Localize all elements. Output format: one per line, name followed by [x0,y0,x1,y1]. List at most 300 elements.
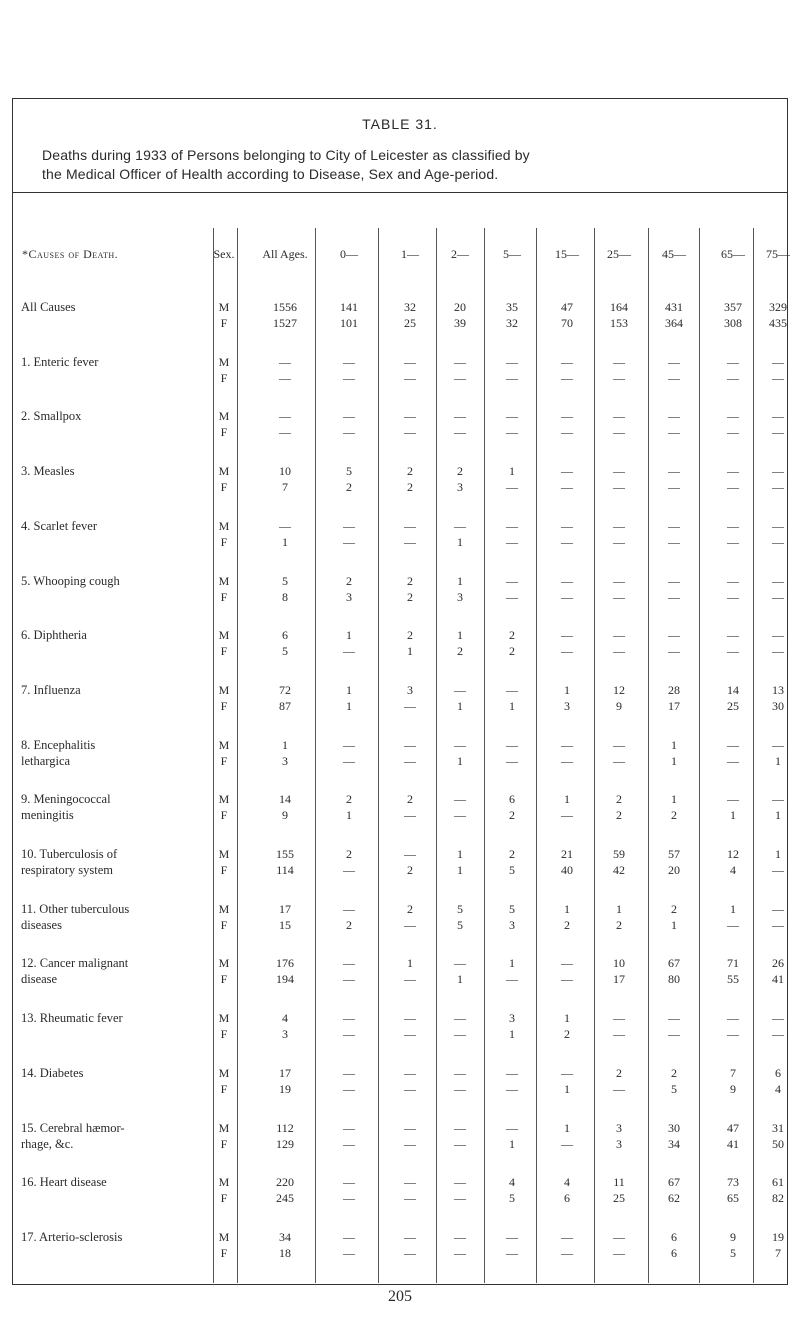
cause-group [13,352,787,402]
age-cell: — [404,1191,416,1206]
age-cell: 1 [457,628,463,643]
age-cell: — [404,1065,416,1080]
sex-cell: F [220,644,228,659]
age-cell: 41 [772,972,784,987]
cause-group [13,516,787,566]
age-cell: — [343,863,355,877]
age-cell: — [506,518,518,533]
age-cell: 3 [564,698,570,713]
age-cell: 2 [407,464,413,479]
age-cell: — [506,354,518,369]
age-cell: 435 [769,316,787,330]
cause-name: 4. Scarlet fever [21,518,98,533]
age-cell: — [454,1081,466,1096]
age-cell: — [454,1065,466,1080]
age-cell: 19 [772,1229,784,1244]
age-cell: — [668,354,680,369]
header-age-4: 5— [503,247,521,261]
age-cell: — [343,1245,355,1260]
table-row [13,698,787,714]
subtitle-line-2: the Medical Officer of Health according to Disease, Sex and Age-period. [42,166,499,182]
age-cell: — [454,1120,466,1135]
age-cell: — [561,1065,573,1080]
sex-cell: M [218,737,230,752]
age-cell: — [506,1245,518,1260]
age-cell: — [454,792,466,807]
age-cell: — [613,1027,625,1042]
age-cell: — [561,589,573,604]
age-cell: — [404,534,416,549]
age-cell: 308 [724,316,742,330]
age-cell: 2 [509,628,515,643]
sex-cell: M [218,956,230,971]
age-cell: 2 [616,792,622,807]
age-cell: 21 [561,847,573,861]
age-cell: 2 [346,573,352,588]
age-cell: 5 [509,863,515,877]
age-cell: 153 [610,316,628,330]
age-cell: 5 [346,464,352,479]
all-ages-cell: 1 [282,534,288,549]
all-ages-cell: 114 [276,863,294,877]
age-cell: — [772,370,784,385]
all-ages-cell: 87 [279,698,291,713]
age-cell: — [727,589,739,604]
age-cell: — [561,573,573,588]
age-cell: — [561,1136,573,1151]
all-ages-cell: 155 [276,847,294,861]
age-cell: 1 [457,863,463,877]
age-cell: — [561,425,573,440]
page-number: 205 [388,1288,412,1305]
cause-group [13,953,787,1003]
age-cell: — [727,917,739,932]
age-cell: 1 [509,956,515,971]
age-cell: 2 [407,863,413,877]
cause-name: All Causes [21,300,76,314]
age-cell: — [727,1027,739,1042]
age-cell: — [613,518,625,533]
age-cell: — [561,370,573,385]
age-cell: 40 [561,863,573,877]
all-ages-cell: 220 [276,1175,294,1190]
age-cell: 11 [613,1175,625,1190]
age-cell: — [404,972,416,987]
age-cell: — [343,425,355,440]
age-cell: — [343,409,355,424]
age-cell: 59 [613,847,625,861]
age-cell: 17 [668,698,680,713]
age-cell: 5 [730,1245,736,1260]
age-cell: — [506,534,518,549]
table-row [13,589,787,605]
age-cell: — [404,1175,416,1190]
sex-cell: F [220,534,228,549]
age-cell: 1 [775,753,781,768]
age-cell: — [668,1027,680,1042]
table-row [13,1120,787,1136]
age-cell: — [506,1120,518,1135]
age-cell: 39 [454,316,466,330]
age-cell: 7 [775,1245,781,1260]
age-cell: — [727,370,739,385]
cause-group [13,297,787,347]
sex-cell: M [218,682,230,697]
age-cell: 32 [404,300,416,314]
age-cell: 4 [775,1081,781,1096]
sex-cell: F [220,1245,228,1260]
sex-cell: F [220,370,228,385]
age-cell: 1 [346,682,352,697]
age-cell: — [343,1191,355,1206]
age-cell: 30 [668,1120,680,1135]
age-cell: 2 [457,464,463,479]
all-ages-cell: 112 [276,1120,294,1135]
age-cell: — [668,534,680,549]
age-cell: — [404,808,416,823]
table-row [13,1229,787,1245]
age-cell: — [404,1120,416,1135]
age-cell: — [772,573,784,588]
age-cell: — [613,1011,625,1026]
age-cell: 3 [346,589,352,604]
header-all-ages: All Ages. [262,247,308,261]
sex-cell: M [218,847,230,861]
age-cell: — [561,464,573,479]
cause-group [13,844,787,894]
age-cell: — [343,1081,355,1096]
age-cell: 2 [564,917,570,932]
table-row [13,1174,787,1190]
age-cell: 2 [407,792,413,807]
age-cell: 1 [616,901,622,916]
age-cell: 1 [775,847,781,861]
all-ages-cell: — [279,354,291,369]
age-cell: 25 [613,1191,625,1206]
header-causes: *Causes of Death. [22,247,119,261]
all-ages-cell: 17 [279,901,291,916]
age-cell: — [727,1011,739,1026]
sex-cell: F [220,1027,228,1042]
age-cell: 2 [509,847,515,861]
table-row [13,354,787,370]
table-row [13,518,787,534]
cause-name: disease [21,972,58,987]
age-cell: — [454,354,466,369]
table-row [13,807,787,823]
age-cell: — [668,644,680,659]
cause-group [13,735,787,785]
age-cell: 57 [668,847,680,861]
age-cell: 1 [730,808,736,823]
age-cell: — [404,370,416,385]
age-cell: — [454,1136,466,1151]
cause-name: 15. Cerebral hæmor- [21,1120,125,1135]
cause-group [13,1118,787,1168]
age-cell: 2 [509,644,515,659]
age-cell: 2 [346,792,352,807]
age-cell: 2 [346,480,352,495]
header-age-5: 15— [555,247,579,261]
age-cell: 2 [616,917,622,932]
age-cell: — [343,901,355,916]
age-cell: 2 [616,1065,622,1080]
age-cell: — [454,1191,466,1206]
cause-group [13,1172,787,1222]
age-cell: — [561,409,573,424]
table-row [13,315,787,331]
age-cell: 12 [727,847,739,861]
age-cell: — [772,425,784,440]
age-cell: 55 [727,972,739,987]
age-cell: — [727,644,739,659]
all-ages-cell: 19 [279,1081,291,1096]
age-cell: 4 [509,1175,515,1190]
age-cell: 25 [404,316,416,330]
age-cell: — [613,354,625,369]
age-cell: 3 [457,589,463,604]
sex-cell: M [218,1065,230,1080]
age-cell: 34 [668,1136,680,1151]
age-cell: 50 [772,1136,784,1151]
table-row [13,408,787,424]
age-cell: 61 [772,1175,784,1190]
age-cell: 5 [457,917,463,932]
age-cell: 10 [613,956,625,971]
cause-group [13,1063,787,1113]
age-cell: — [668,409,680,424]
table-row [13,299,787,315]
all-ages-cell: 6 [282,628,288,643]
age-cell: 101 [340,316,358,330]
age-cell: — [772,464,784,479]
cause-name: 13. Rheumatic fever [21,1011,123,1026]
age-cell: 13 [772,682,784,697]
all-ages-cell: 4 [282,1011,288,1026]
cause-name: 1. Enteric fever [21,354,99,369]
age-cell: — [772,917,784,932]
all-ages-cell: 34 [279,1229,291,1244]
age-cell: — [343,1065,355,1080]
age-cell: 1 [509,1136,515,1151]
all-ages-cell: 1556 [273,300,297,314]
sex-cell: M [218,792,230,807]
age-cell: — [613,737,625,752]
table-row [13,1136,787,1152]
age-cell: 2 [407,573,413,588]
age-cell: 31 [772,1120,784,1135]
age-cell: — [506,737,518,752]
age-cell: — [772,480,784,495]
cause-name: 5. Whooping cough [21,573,120,588]
age-cell: 6 [671,1245,677,1260]
age-cell: 3 [616,1120,622,1135]
age-cell: — [404,737,416,752]
age-cell: — [727,464,739,479]
age-cell: — [343,753,355,768]
table-row [13,627,787,643]
table-row [13,791,787,807]
table-row [13,753,787,769]
age-cell: 1 [775,808,781,823]
header-age-9: 75— [766,247,790,261]
age-cell: 329 [769,300,787,314]
table-row [13,862,787,878]
age-cell: 4 [730,863,736,877]
age-cell: 9 [616,698,622,713]
all-ages-cell: 15 [279,917,291,932]
sex-cell: M [218,1120,230,1135]
table-row [13,1010,787,1026]
age-cell: — [404,1011,416,1026]
age-cell: 2 [407,589,413,604]
age-cell: — [668,370,680,385]
age-cell: 2 [671,808,677,823]
age-cell: — [561,354,573,369]
age-cell: 1 [564,682,570,697]
age-cell: — [727,792,739,807]
cause-name: 17. Arterio-sclerosis [21,1229,123,1244]
age-cell: — [343,1175,355,1190]
age-cell: — [727,737,739,752]
age-cell: — [772,354,784,369]
table-row [13,682,787,698]
age-cell: 20 [668,863,680,877]
age-cell: 41 [727,1136,739,1151]
age-cell: 26 [772,956,784,971]
age-cell: — [727,628,739,643]
age-cell: — [668,464,680,479]
age-cell: — [668,589,680,604]
age-cell: — [727,534,739,549]
age-cell: 1 [457,972,463,987]
age-cell: — [404,753,416,768]
cause-name: 16. Heart disease [21,1175,107,1190]
sex-cell: M [218,628,230,643]
age-cell: 1 [564,1120,570,1135]
table-row [13,737,787,753]
age-cell: — [506,409,518,424]
sex-cell: F [220,1081,228,1096]
table-row [13,1190,787,1206]
age-cell: 3 [509,1011,515,1026]
sex-cell: M [218,518,230,533]
table-row [13,479,787,495]
age-cell: — [454,956,466,971]
age-cell: 62 [668,1191,680,1206]
age-cell: 1 [509,464,515,479]
age-cell: 12 [613,682,625,697]
age-cell: — [613,425,625,440]
cause-group [13,406,787,456]
table-row [13,463,787,479]
age-cell: — [404,409,416,424]
age-cell: — [561,480,573,495]
age-cell: — [404,698,416,713]
header-sex: Sex. [213,247,235,261]
age-cell: 164 [610,300,628,314]
age-cell: — [561,808,573,823]
age-cell: — [772,1011,784,1026]
age-cell: — [454,1011,466,1026]
age-cell: 1 [564,792,570,807]
age-cell: — [613,1229,625,1244]
age-cell: — [343,518,355,533]
age-cell: — [772,409,784,424]
age-cell: — [404,425,416,440]
age-cell: — [561,1245,573,1260]
age-cell: — [727,753,739,768]
age-cell: — [454,1229,466,1244]
all-ages-cell: — [279,370,291,385]
age-cell: — [506,589,518,604]
age-cell: — [727,354,739,369]
header-age-3: 2— [451,247,469,261]
age-cell: — [561,534,573,549]
age-cell: — [772,518,784,533]
age-cell: — [613,1081,625,1096]
age-cell: — [613,534,625,549]
age-cell: 71 [727,956,739,971]
age-cell: 1 [346,808,352,823]
header-age-8: 65— [721,247,745,261]
table-row [13,424,787,440]
age-cell: 6 [775,1065,781,1080]
sex-cell: M [218,1229,230,1244]
age-cell: 70 [561,316,573,330]
cause-group [13,461,787,511]
sex-cell: M [218,300,230,314]
age-cell: 1 [457,847,463,861]
sex-cell: F [220,480,228,495]
cause-name: 3. Measles [21,464,75,479]
cause-name: 2. Smallpox [21,409,82,424]
age-cell: 3 [616,1136,622,1151]
age-cell: — [613,480,625,495]
age-cell: — [454,682,466,697]
age-cell: — [506,1065,518,1080]
cause-name: 6. Diphtheria [21,628,87,643]
age-cell: 6 [671,1229,677,1244]
sex-cell: F [220,1191,228,1206]
age-cell: 65 [727,1191,739,1206]
age-cell: 82 [772,1191,784,1206]
age-cell: — [613,573,625,588]
table-row [13,534,787,550]
age-cell: 67 [668,1175,680,1190]
age-cell: 9 [730,1081,736,1096]
age-cell: — [404,354,416,369]
age-cell: — [727,425,739,440]
all-ages-cell: — [279,425,291,440]
table-row [13,1065,787,1081]
age-cell: — [454,737,466,752]
age-cell: 2 [346,917,352,932]
age-cell: 32 [506,316,518,330]
cause-name: 8. Encephalitis [21,737,96,752]
age-cell: 3 [509,917,515,932]
age-cell: 42 [613,863,625,877]
cause-group [13,899,787,949]
age-cell: 5 [671,1081,677,1096]
age-cell: 4 [564,1175,570,1190]
age-cell: — [772,901,784,916]
age-cell: 6 [509,792,515,807]
table-row [13,1245,787,1261]
age-cell: 1 [564,1011,570,1026]
age-cell: 20 [454,300,466,314]
sex-cell: F [220,589,228,604]
